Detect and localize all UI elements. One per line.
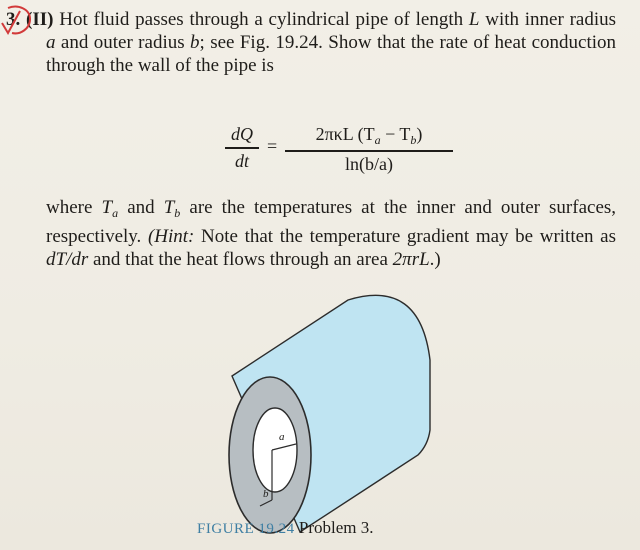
problem-statement: 3. (II) Hot fluid passes through a cylindrical pipe of length L with inner radius a and outer radius b; see Fig. 19.24. Show that the rate of heat conduction through the wall of the pipe is [46, 8, 616, 77]
figure-caption: FIGURE 19.24 Problem 3. [197, 518, 374, 537]
inner-bore [253, 408, 297, 492]
rhs-fraction: 2πκL $(T_a - T_b)$ ln(b/a) [285, 124, 453, 175]
lhs-fraction: dQ dt [225, 124, 259, 172]
label-b: b [263, 488, 269, 500]
equals-sign: = [267, 136, 278, 156]
figure-label: FIGURE 19.24 [197, 521, 295, 537]
problem-number: 3. [0, 9, 26, 30]
hint-paragraph: where $T_a$ and $T_b$ are the temperatures at the inner and outer surfaces, respectively. (Hint: Note that the temperature gradient may be written as dT/dr and that the heat flows through an area 2πrL.) [46, 197, 617, 270]
difficulty-level: (II) [26, 9, 54, 30]
label-a: a [279, 431, 285, 443]
hint-label: (Hint: [147, 226, 195, 247]
